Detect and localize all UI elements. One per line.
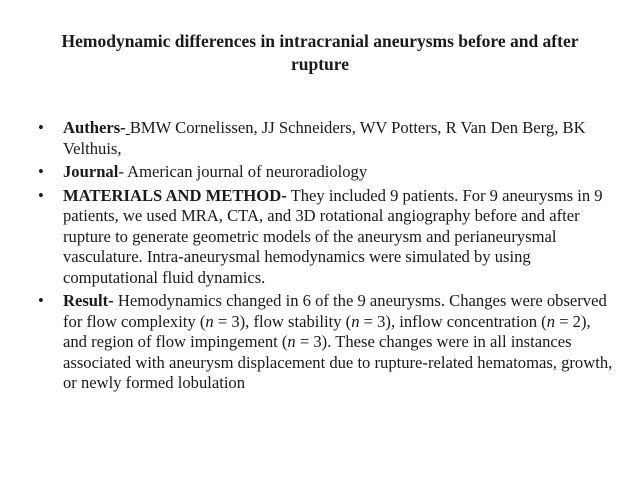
bullet-list <box>38 118 613 397</box>
result-n-3: n <box>546 311 556 331</box>
bullet-result <box>38 291 613 394</box>
result-text-3: = 3), inflow concentration ( <box>359 311 547 331</box>
result-n-1: n <box>205 311 214 331</box>
result-text-2: = 3), flow stability ( <box>213 311 352 331</box>
result-text-1: Hemodynamics changed in 6 of the 9 aneurysms. Changes were observed for flow complexity ( <box>63 291 607 331</box>
result-label: Result- <box>63 291 114 310</box>
bullet-authors <box>38 118 613 159</box>
result-n-4: n <box>287 332 296 351</box>
authors-label: Authers- <box>63 118 126 137</box>
methods-text: They included 9 patients. For 9 aneurysms in 9 patients, we used MRA, CTA, and 3D rotational angiography before and after rupture to generate geometric models of the aneurysm and perianeurysmal vasculature. Intra-aneurysmal hemodynamics were simulated by using computational fluid dynamics. <box>63 185 603 287</box>
journal-text: - American journal of neuroradiology <box>118 162 368 181</box>
bullet-icon: • <box>38 185 44 205</box>
methods-label: MATERIALS AND METHOD- <box>63 185 287 205</box>
bullet-icon: • <box>38 118 44 137</box>
bullet-icon: • <box>38 162 44 181</box>
slide-title: Hemodynamic differences in intracranial aneurysms before and after rupture <box>61 31 579 74</box>
result-text-5: = 3). These changes were in all instances associated with aneurysm displacement due to rupture-related hematomas, growth, or newly formed lobulation <box>63 332 613 392</box>
bullet-methods <box>38 186 613 289</box>
bullet-icon: • <box>38 291 44 310</box>
bullet-journal <box>38 162 613 183</box>
result-n-2: n <box>351 311 360 331</box>
journal-label: Journal <box>63 162 119 181</box>
result-text-4: = 2), and region of flow impingement ( <box>63 311 591 351</box>
authors-text: BMW Cornelissen, JJ Schneiders, WV Potters, R Van Den Berg, BK Velthuis, <box>63 118 586 158</box>
